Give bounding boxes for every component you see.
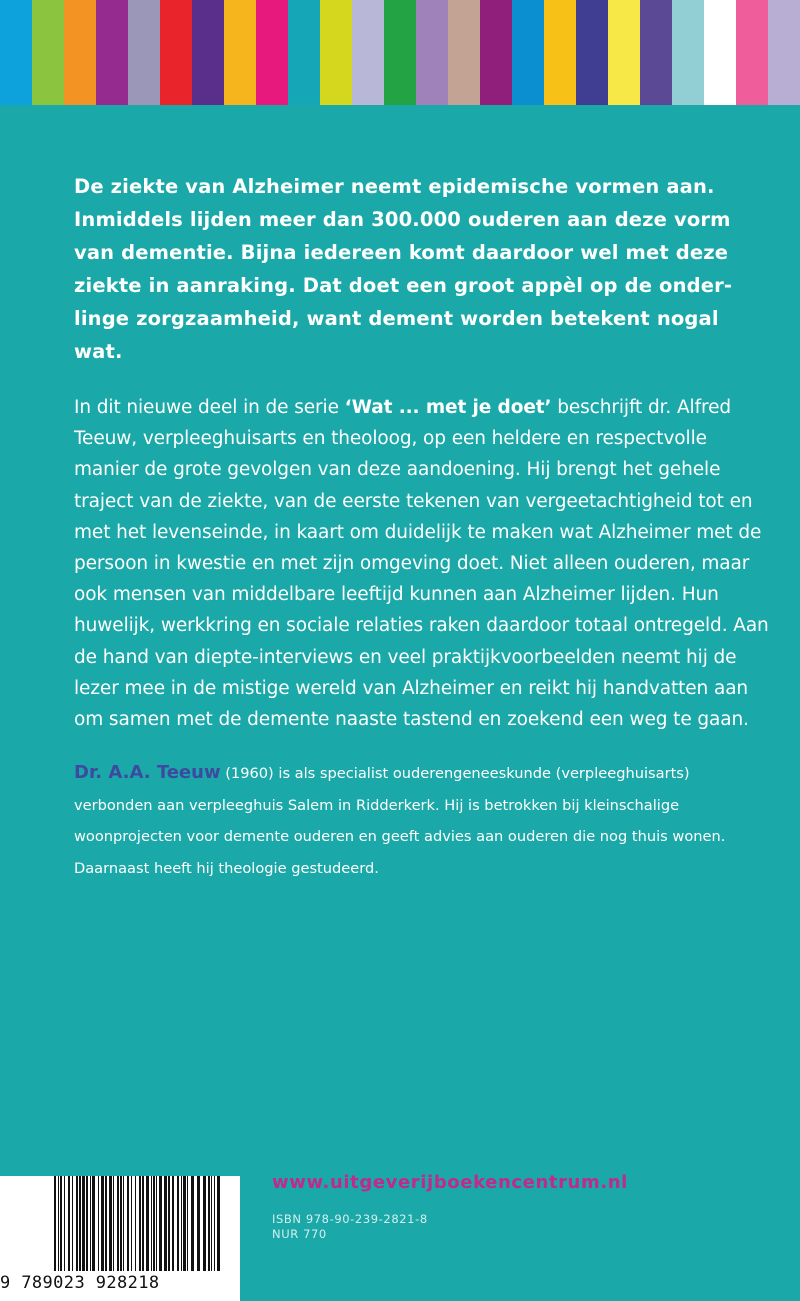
barcode-bar bbox=[217, 1176, 220, 1271]
barcode-bar bbox=[156, 1176, 157, 1271]
barcode-number: 9 789023 928218 bbox=[0, 1273, 160, 1293]
stripe-15 bbox=[480, 0, 512, 105]
barcode-bar bbox=[64, 1176, 65, 1271]
barcode-bar bbox=[68, 1176, 70, 1271]
barcode-bar bbox=[187, 1176, 188, 1271]
back-cover-text bbox=[74, 170, 770, 884]
stripe-24 bbox=[768, 0, 800, 105]
barcode-bar bbox=[168, 1176, 170, 1271]
author-name: Dr. A.A. Teeuw bbox=[74, 762, 221, 784]
barcode-bar bbox=[109, 1176, 112, 1271]
barcode-bar bbox=[72, 1176, 73, 1271]
stripe-14 bbox=[448, 0, 480, 105]
barcode-bar bbox=[183, 1176, 186, 1271]
stripe-17 bbox=[544, 0, 576, 105]
stripe-5 bbox=[160, 0, 192, 105]
stripe-13 bbox=[416, 0, 448, 105]
barcode-bar bbox=[153, 1176, 155, 1271]
stripe-4 bbox=[128, 0, 160, 105]
barcode-panel bbox=[0, 1176, 240, 1301]
description-rest: beschrijft dr. Alfred Teeuw, verpleeghuisarts en theoloog, op een heldere en respectvolle manier de grote gevolgen van deze aandoening. Hij brengt het gehele traject van de ziekte, van de eerste tekenen van vergeetachtigheid tot en met het levenseinde, in kaart om duidelijk te maken wat Alzheimer met de persoon in kwestie en met zijn omgeving doet. Niet alleen ouderen, maar ook mensen van middelbare leeftijd kunnen aan Alzheimer lijden. Hun huwelijk, werkkring en sociale relaties raken daardoor totaal ontregeld. Aan de hand van diepte-interviews en veel praktijkvoorbeelden neemt hij de lezer mee in de mistige wereld van Alzheimer en reikt hij handvatten aan om samen met de demente naaste tastend en zoekend een weg te gaan. bbox=[74, 397, 769, 731]
stripe-6 bbox=[192, 0, 224, 105]
stripe-18 bbox=[576, 0, 608, 105]
barcode-bar bbox=[208, 1176, 210, 1271]
barcode-bar bbox=[123, 1176, 124, 1271]
barcode-bar bbox=[120, 1176, 122, 1271]
stripe-23 bbox=[736, 0, 768, 105]
barcode-icon bbox=[14, 1176, 224, 1274]
stripe-7 bbox=[224, 0, 256, 105]
stripe-3 bbox=[96, 0, 128, 105]
barcode-bar bbox=[101, 1176, 104, 1271]
barcode-bar bbox=[159, 1176, 162, 1271]
barcode-bar bbox=[172, 1176, 174, 1271]
barcode-bar bbox=[191, 1176, 194, 1271]
barcode-bar bbox=[54, 1176, 56, 1271]
barcode-bar bbox=[142, 1176, 144, 1271]
stripe-2 bbox=[64, 0, 96, 105]
barcode-bar bbox=[135, 1176, 136, 1271]
barcode-bar bbox=[92, 1176, 95, 1271]
barcode-bar bbox=[181, 1176, 182, 1271]
lead-paragraph: De ziekte van Alzheimer neemt epidemische vormen aan. Inmiddels lijden meer dan 300.000 ouderen aan deze vorm van dementie. Bijna iedereen komt daardoor wel met deze ziekte in aanraking. Dat doet een groot appèl op de onderlinge zorgzaamheid, want dement worden betekent nogal wat. bbox=[74, 175, 732, 363]
barcode-bar bbox=[60, 1176, 62, 1271]
stripe-20 bbox=[640, 0, 672, 105]
description-paragraph bbox=[74, 392, 770, 735]
barcode-bar bbox=[177, 1176, 179, 1271]
barcode-bar bbox=[146, 1176, 149, 1271]
stripe-21 bbox=[672, 0, 704, 105]
barcode-bar bbox=[117, 1176, 119, 1271]
barcode-bar bbox=[58, 1176, 59, 1271]
series-title: ‘Wat ... met je doet’ bbox=[344, 397, 552, 418]
barcode-bar bbox=[82, 1176, 85, 1271]
stripe-1 bbox=[32, 0, 64, 105]
barcode-bar bbox=[86, 1176, 88, 1271]
author-bio bbox=[74, 757, 770, 884]
stripe-11 bbox=[352, 0, 384, 105]
barcode-bar bbox=[151, 1176, 152, 1271]
stripe-22 bbox=[704, 0, 736, 105]
barcode-bar bbox=[164, 1176, 167, 1271]
barcode-bar bbox=[76, 1176, 78, 1271]
stripe-8 bbox=[256, 0, 288, 105]
stripe-16 bbox=[512, 0, 544, 105]
author-bio-text: (1960) is als specialist ouderengeneeskunde (verpleeghuisarts) verbonden aan verpleeghuis Salem in Ridderkerk. Hij is betrokken bij kleinschalige woonprojecten voor demente ouderen en geeft advies aan ouderen die nog thuis wonen. Daarnaast heeft hij theologie gestudeerd. bbox=[74, 765, 726, 877]
barcode-bar bbox=[214, 1176, 215, 1271]
stripe-10 bbox=[320, 0, 352, 105]
barcode-bar bbox=[139, 1176, 141, 1271]
nur-code: NUR 770 bbox=[272, 1227, 327, 1241]
isbn: ISBN 978-90-239-2821-8 bbox=[272, 1212, 428, 1226]
publisher-url[interactable]: www.uitgeverijboekencentrum.nl bbox=[272, 1172, 628, 1193]
description-start: In dit nieuwe deel in de serie bbox=[74, 397, 345, 418]
color-stripes-banner bbox=[0, 0, 800, 105]
barcode-bar bbox=[197, 1176, 200, 1271]
stripe-19 bbox=[608, 0, 640, 105]
barcode-bar bbox=[113, 1176, 114, 1271]
barcode-bar bbox=[211, 1176, 212, 1271]
barcode-bar bbox=[98, 1176, 99, 1271]
stripe-9 bbox=[288, 0, 320, 105]
stripe-0 bbox=[0, 0, 32, 105]
barcode-bar bbox=[131, 1176, 132, 1271]
stripe-12 bbox=[384, 0, 416, 105]
barcode-bar bbox=[105, 1176, 107, 1271]
barcode-bar bbox=[90, 1176, 91, 1271]
barcode-bar bbox=[127, 1176, 129, 1271]
barcode-bar bbox=[203, 1176, 206, 1271]
barcode-bar bbox=[79, 1176, 81, 1271]
